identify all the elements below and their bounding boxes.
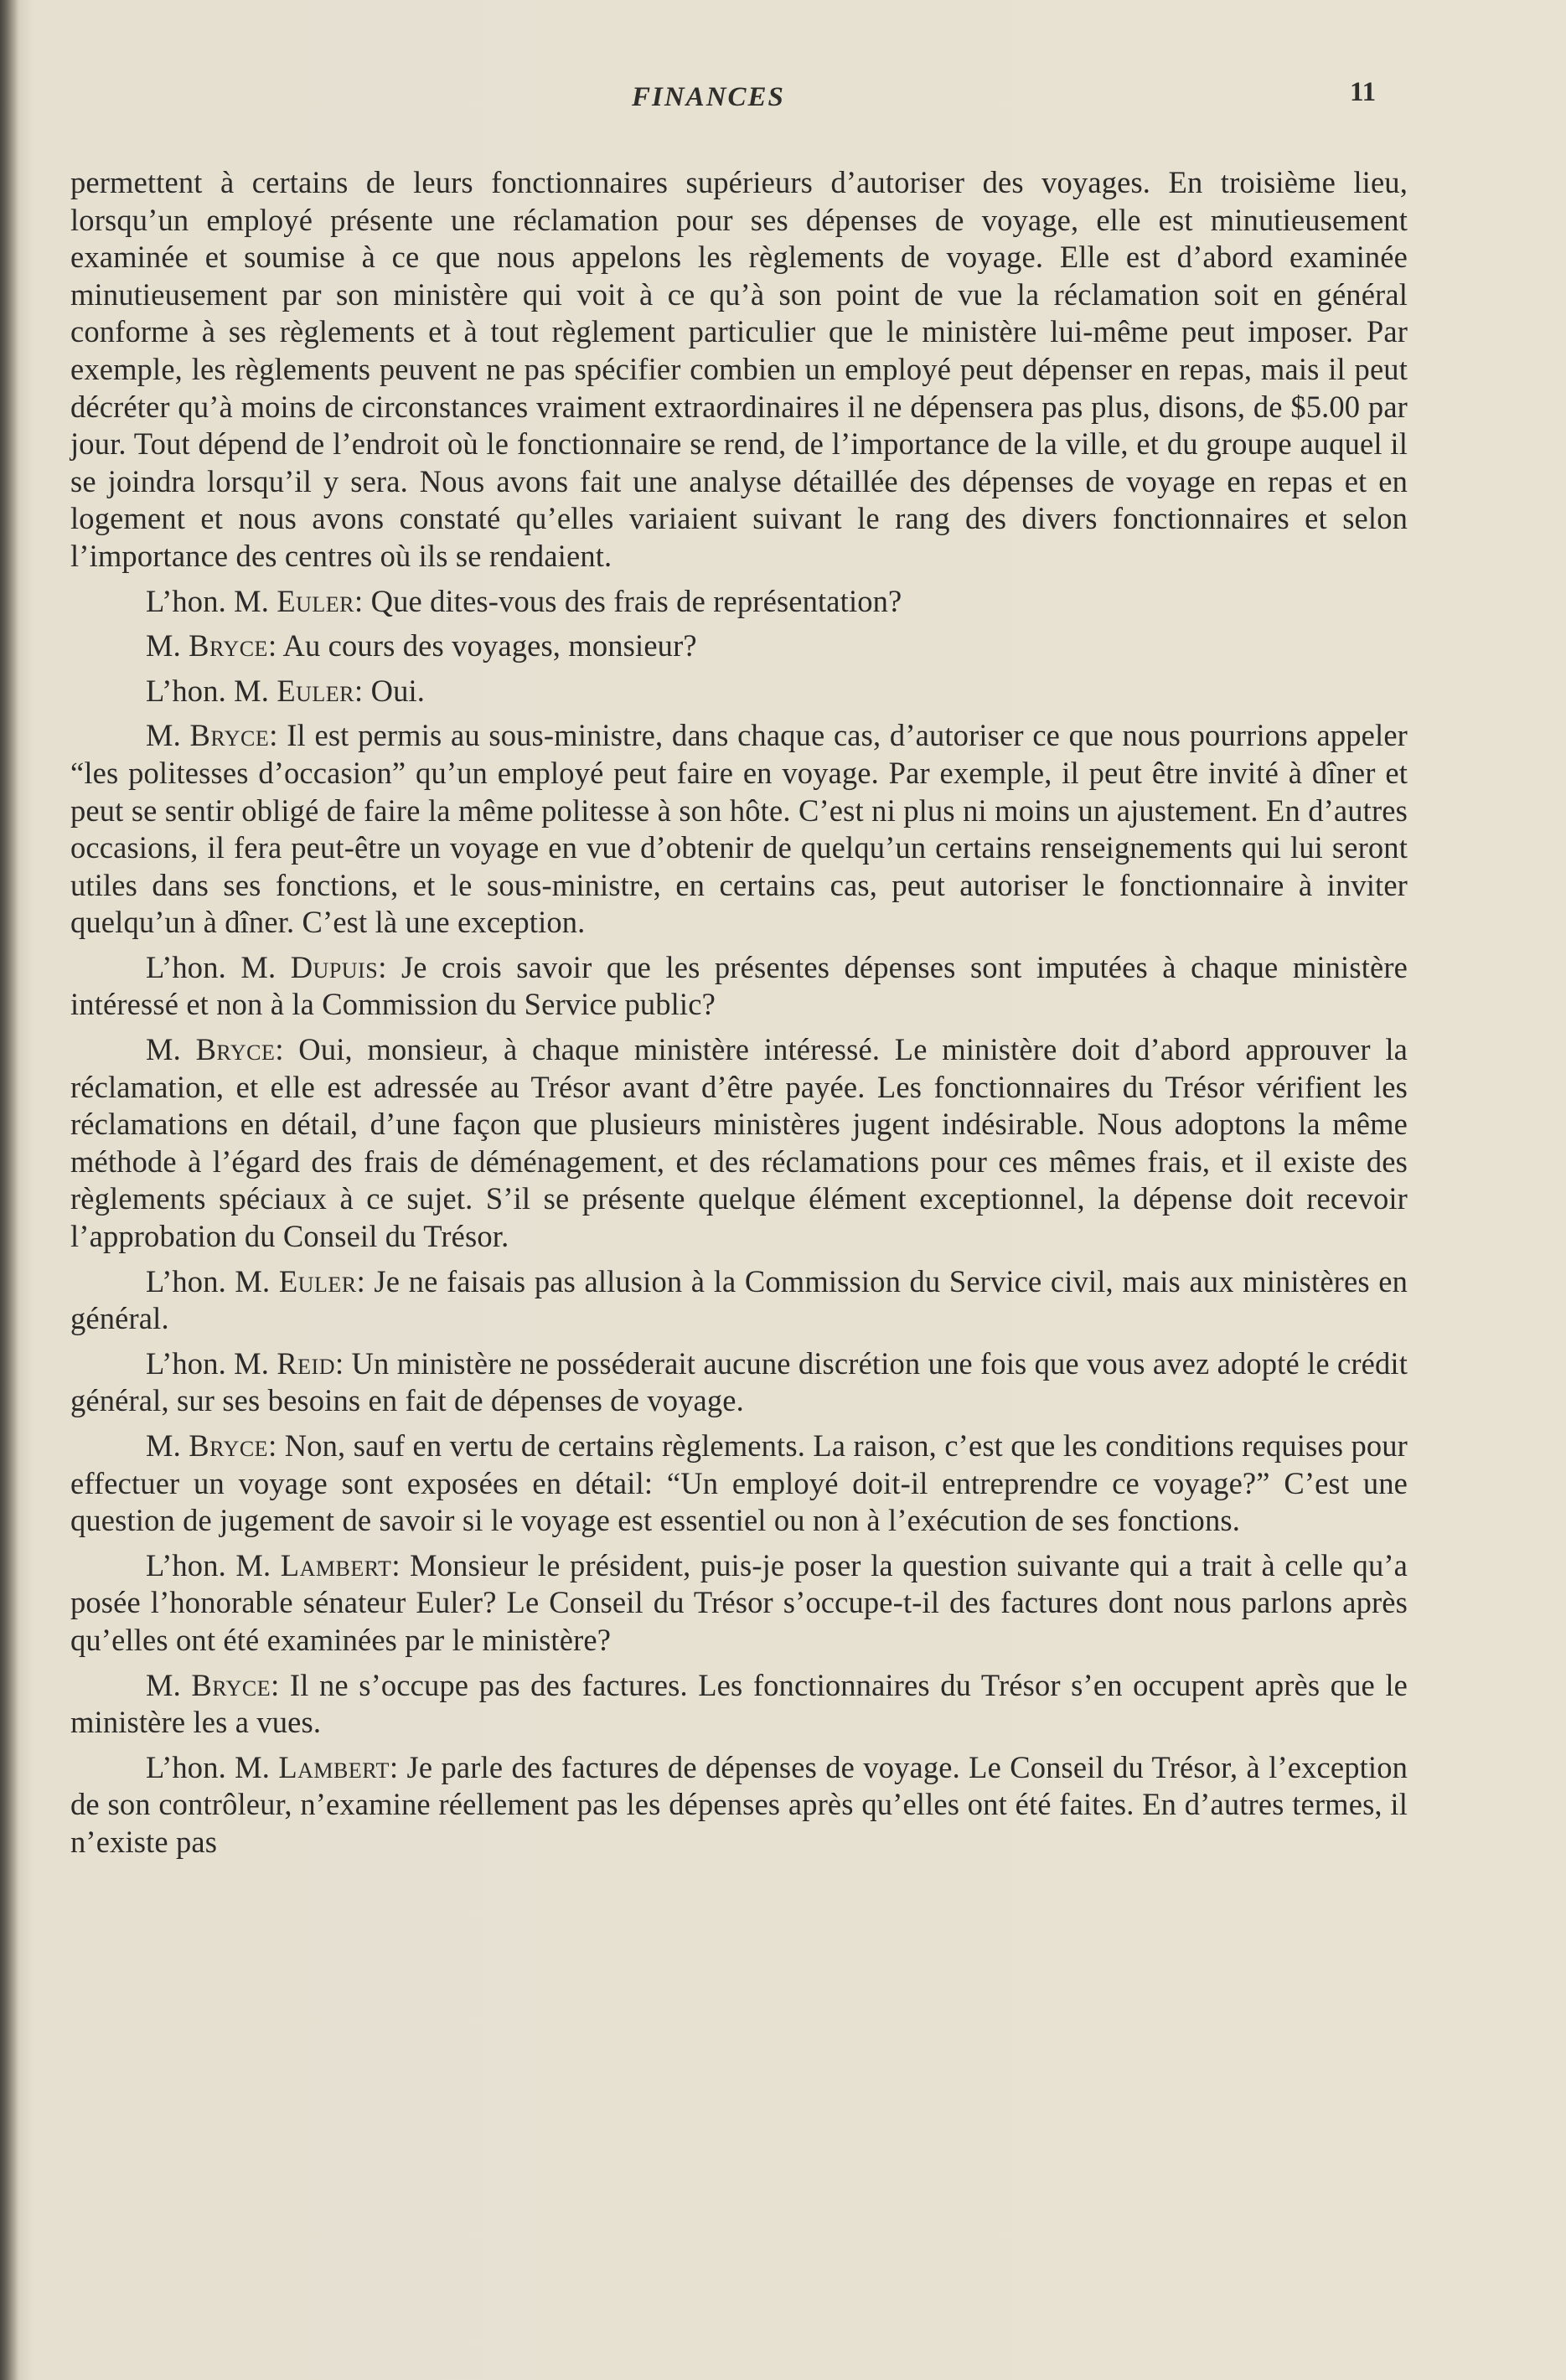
- speaker-title: M.: [146, 718, 181, 753]
- speaker-name: Dupuis: [290, 949, 379, 984]
- speaker-title: L’hon. M.: [146, 949, 277, 984]
- speech-text: : Un ministère ne posséderait aucune discrétion une fois que vous avez adopté le crédit général, sur ses besoins en fait de dépenses de voyage.: [70, 1345, 1408, 1418]
- page-header: [0, 77, 1566, 127]
- speech-text: : Monsieur le président, puis-je poser la question suivante qui a trait à celle qu’a posée l’honorable sénateur Euler? Le Conseil du Trésor s’occupe-t-il des factures dont nous parlons après qu’elles ont été examinées par le ministère?: [70, 1547, 1408, 1657]
- speech-text: : Je parle des factures de dépenses de voyage. Le Conseil du Trésor, à l’exception de son contrôleur, n’examine réellement pas les dépenses après qu’elles ont été faites. En d’autres termes, il n’existe pas: [70, 1749, 1408, 1859]
- speech-paragraph: [70, 717, 1408, 942]
- speaker-name: Bryce: [191, 1667, 271, 1702]
- speech-text: : Il est permis au sous-ministre, dans chaque cas, d’autoriser ce que nous pourrions appeler “les politesses d’occasion” qu’un employé peut faire en voyage. Par exemple, il peut être invité à dîner et peut se sentir obligé de faire la même politesse à son hôte. C’est ni plus ni moins un ajustement. En d’autres occasions, il fera peut-être un voyage en vue d’obtenir de quelqu’un certains renseignements qui lui seront utiles dans ses fonctions, et le sous-ministre, en certains cas, peut autoriser le fonctionnaire à inviter quelqu’un à dîner. C’est là une exception.: [70, 718, 1408, 940]
- speech-paragraph: [70, 627, 1408, 665]
- speech-text: : Oui.: [354, 673, 426, 708]
- speaker-name: Reid: [277, 1345, 335, 1381]
- speaker-name: Euler: [277, 583, 354, 618]
- speech-paragraph: [70, 949, 1408, 1024]
- speech-text: : Je crois savoir que les présentes dépenses sont imputées à chaque ministère intéressé et non à la Commission du Service public?: [70, 949, 1408, 1022]
- speech-paragraph: [70, 583, 1408, 621]
- speech-text: : Non, sauf en vertu de certains règlements. La raison, c’est que les conditions requises pour effectuer un voyage sont exposées en détail: “Un employé doit-il entreprendre ce voyage?” C’est une question de jugement de savoir si le voyage est essentiel ou non à l’exécution de ses fonctions.: [70, 1428, 1408, 1538]
- page-number: 11: [1350, 77, 1377, 107]
- speaker-title: L’hon. M.: [146, 1749, 271, 1784]
- speaker-name: Bryce: [195, 1032, 276, 1067]
- speech-paragraph: [70, 1749, 1408, 1861]
- speaker-title: L’hon. M.: [146, 1263, 271, 1298]
- transcript-body: [70, 164, 1408, 1869]
- running-title: FINANCES: [632, 82, 785, 112]
- speaker-title: L’hon. M.: [146, 1345, 270, 1381]
- speaker-name: Lambert: [280, 1547, 392, 1582]
- speech-paragraph: [70, 1427, 1408, 1540]
- speaker-name: Bryce: [189, 628, 268, 663]
- speaker-title: L’hon. M.: [146, 673, 270, 708]
- speech-text: : Il ne s’occupe pas des factures. Les fonctionnaires du Trésor s’en occupent après que le ministère les a vues.: [70, 1667, 1408, 1740]
- speaker-name: Lambert: [278, 1749, 390, 1784]
- speech-text: : Que dites-vous des frais de représentation?: [354, 583, 902, 618]
- speaker-title: M.: [146, 628, 181, 663]
- speech-paragraph: [70, 1345, 1408, 1420]
- speaker-name: Bryce: [189, 718, 270, 753]
- speech-text: : Je ne faisais pas allusion à la Commission du Service civil, mais aux ministères en général.: [70, 1263, 1408, 1336]
- speech-paragraph: [70, 1547, 1408, 1660]
- speaker-name: Euler: [278, 1263, 357, 1298]
- speaker-title: M.: [146, 1428, 181, 1463]
- speech-paragraph: [70, 673, 1408, 710]
- speech-text: : Au cours des voyages, monsieur?: [267, 628, 697, 663]
- speech-text: : Oui, monsieur, à chaque ministère intéressé. Le ministère doit d’abord approuver la réclamation, et elle est adressée au Trésor avant d’être payée. Les fonctionnaires du Trésor vérifient les réclamations en détail, d’une façon que plusieurs ministères jugent indésirable. Nous adoptons la même méthode à l’égard des frais de déménagement, et des réclamations pour ces mêmes frais, et il existe des règlements spéciaux à ce sujet. S’il se présente quelque élément exceptionnel, la dépense doit recevoir l’approbation du Conseil du Trésor.: [70, 1032, 1408, 1254]
- speaker-name: Euler: [277, 673, 354, 708]
- speaker-name: Bryce: [189, 1428, 269, 1463]
- binding-shadow: [0, 0, 18, 2380]
- speech-paragraph: [70, 1031, 1408, 1256]
- speaker-title: L’hon. M.: [146, 583, 270, 618]
- speech-paragraph: [70, 1263, 1408, 1338]
- speaker-title: M.: [146, 1667, 181, 1702]
- speaker-title: M.: [146, 1032, 181, 1067]
- speech-paragraph: [70, 1667, 1408, 1742]
- paragraph-continued: [70, 164, 1408, 576]
- speaker-title: L’hon. M.: [146, 1547, 271, 1582]
- paragraph-text: permettent à certains de leurs fonctionnaires supérieurs d’autoriser des voyages. En troisième lieu, lorsqu’un employé présente une réclamation pour ses dépenses de voyage, elle est minutieusement examinée et soumise à ce que nous appelons les règlements de voyage. Elle est d’abord examinée minutieusement par son ministère qui voit à ce qu’à son point de vue la réclamation soit en général conforme à ses règlements et à tout règlement particulier que le ministère lui-même peut imposer. Par exemple, les règlements peuvent ne pas spécifier combien un employé peut dépenser en repas, mais il peut décréter qu’à moins de circonstances vraiment extraordinaires il ne dépensera pas plus, disons, de $5.00 par jour. Tout dépend de l’endroit où le fonctionnaire se rend, de l’importance de la ville, et du groupe auquel il se joindra lorsqu’il y sera. Nous avons fait une analyse détaillée des dépenses de voyage en repas et en logement et nous avons constaté qu’elles variaient suivant le rang des divers fonctionnaires et selon l’importance des centres où ils se rendaient.: [70, 165, 1408, 573]
